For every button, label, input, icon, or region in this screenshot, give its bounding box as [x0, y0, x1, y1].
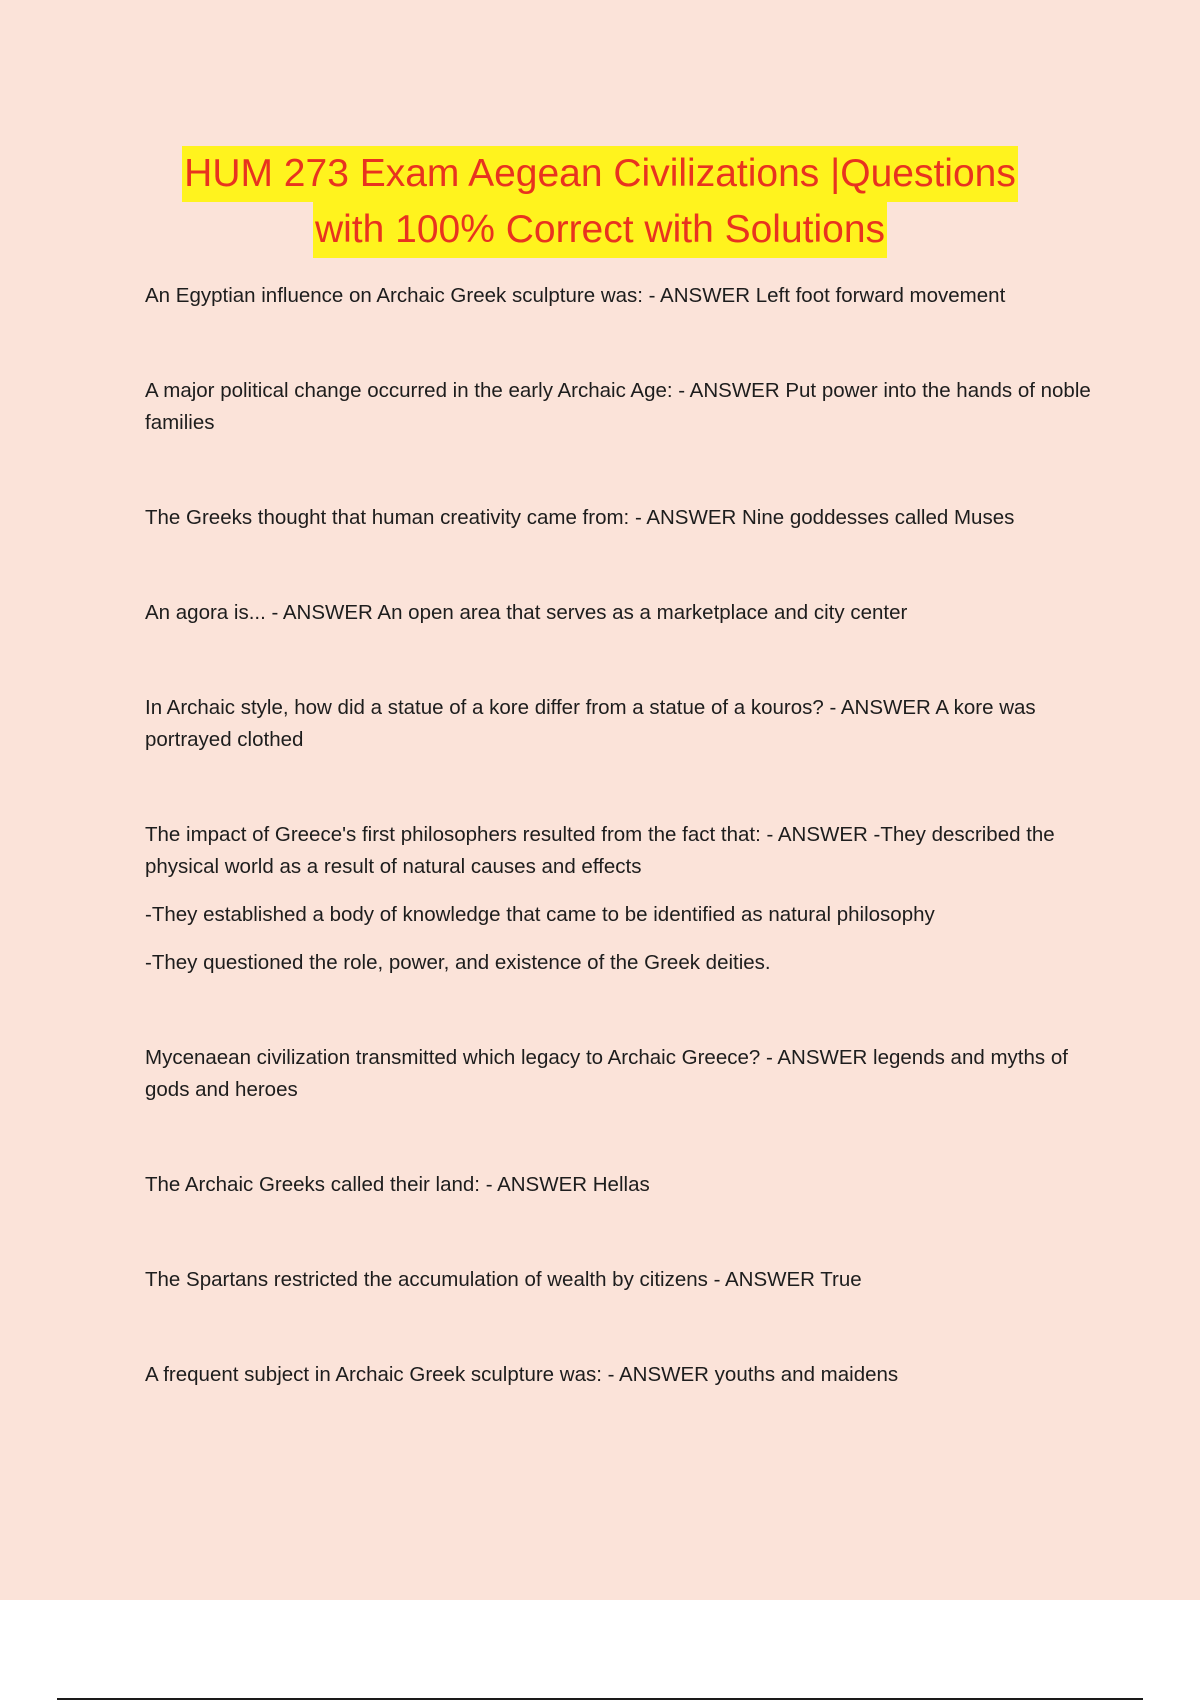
qa-item — [145, 502, 1095, 534]
qa-item — [145, 1169, 1095, 1201]
qa-item — [145, 819, 1095, 979]
qa-extra-line: -They established a body of knowledge that came to be identified as natural philosophy — [145, 903, 935, 926]
qa-item — [145, 375, 1095, 439]
qa-item — [145, 1264, 1095, 1296]
qa-item — [145, 1042, 1095, 1106]
title-line: HUM 273 Exam Aegean Civilizations |Questions — [182, 146, 1018, 202]
qa-text: The Archaic Greeks called their land: - ANSWER Hellas — [145, 1173, 650, 1196]
qa-extra-line: -They questioned the role, power, and existence of the Greek deities. — [145, 951, 771, 974]
qa-item — [145, 1359, 1095, 1391]
qa-item — [145, 280, 1095, 312]
qa-text: The impact of Greece's first philosophers resulted from the fact that: - ANSWER -They described the physical world as a result of natural causes and effects — [145, 823, 1055, 878]
qa-text: The Greeks thought that human creativity came from: - ANSWER Nine goddesses called Muses — [145, 506, 1015, 529]
question-answer-list — [145, 280, 1095, 1391]
qa-text: A major political change occurred in the early Archaic Age: - ANSWER Put power into the hands of noble families — [145, 379, 1091, 434]
qa-item — [145, 692, 1095, 756]
qa-text: In Archaic style, how did a statue of a kore differ from a statue of a kouros? - ANSWER A kore was portrayed clothed — [145, 696, 1036, 751]
qa-item — [145, 597, 1095, 629]
qa-text: Mycenaean civilization transmitted which legacy to Archaic Greece? - ANSWER legends and myths of gods and heroes — [145, 1046, 1068, 1101]
qa-text: An Egyptian influence on Archaic Greek sculpture was: - ANSWER Left foot forward movement — [145, 284, 1006, 307]
document-title — [0, 146, 1200, 258]
qa-text: A frequent subject in Archaic Greek sculpture was: - ANSWER youths and maidens — [145, 1363, 899, 1386]
title-line: with 100% Correct with Solutions — [313, 202, 887, 258]
qa-text: The Spartans restricted the accumulation of wealth by citizens - ANSWER True — [145, 1268, 862, 1291]
qa-text: An agora is... - ANSWER An open area that serves as a marketplace and city center — [145, 601, 908, 624]
